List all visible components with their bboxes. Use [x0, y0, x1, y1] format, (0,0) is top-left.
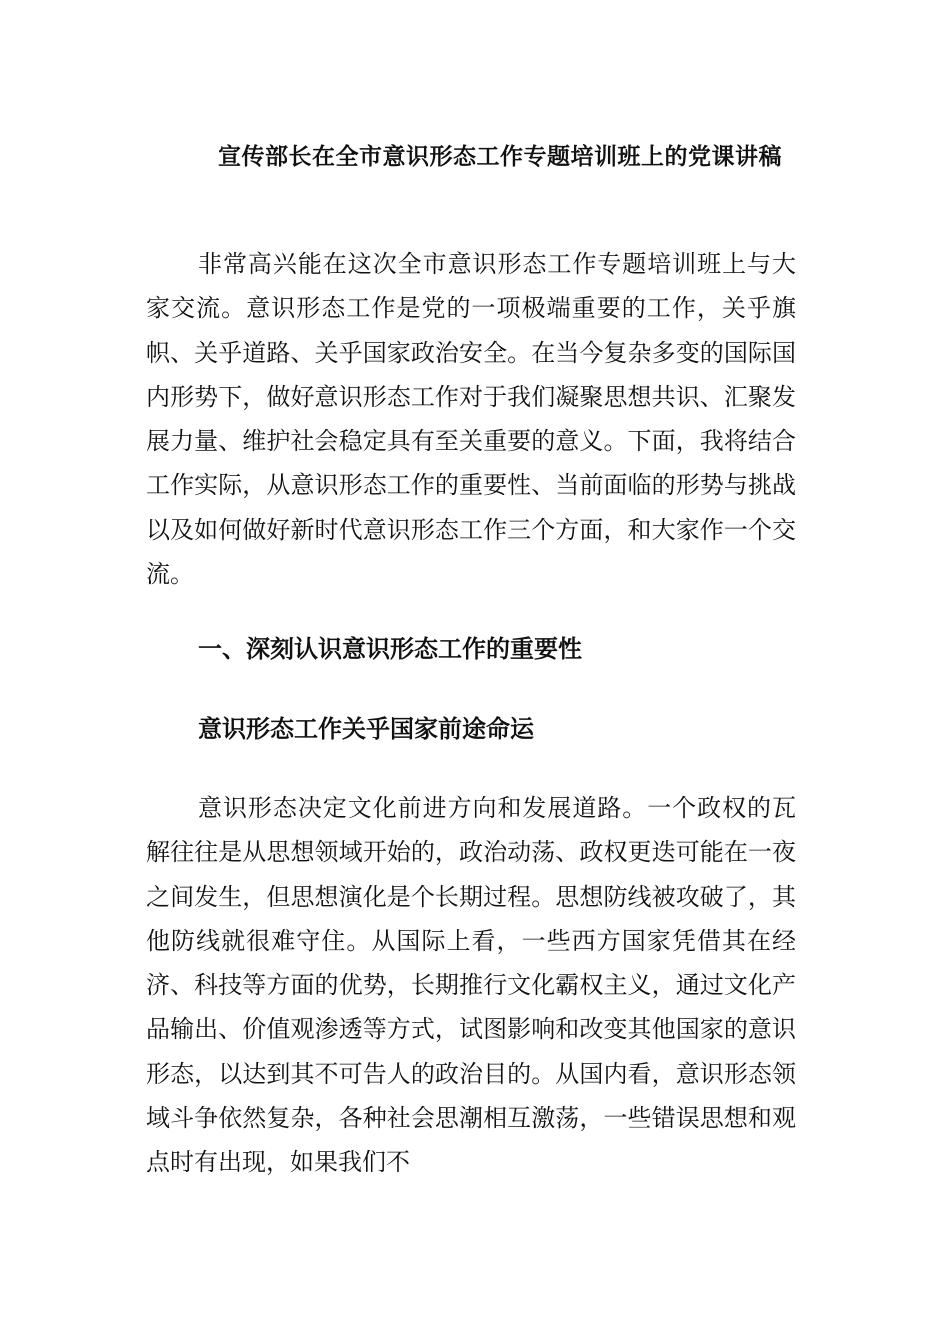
- document-title: 宣传部长在全市意识形态工作专题培训班上的党课讲稿: [218, 143, 782, 171]
- section-heading: 一、深刻认识意识形态工作的重要性: [198, 634, 582, 663]
- intro-paragraph: 非常高兴能在这次全市意识形态工作专题培训班上与大家交流。意识形态工作是党的一项极端重要的工作，关乎旗帜、关乎道路、关乎国家政治安全。在当今复杂多变的国际国内形势下，做好意识形态工作对于我们凝聚思想共识、汇聚发展力量、维护社会稳定具有至关重要的意义。下面，我将结合工作实际，从意识形态工作的重要性、当前面临的形势与挑战以及如何做好新时代意识形态工作三个方面，和大家作一个交流。: [146, 250, 796, 589]
- section-paragraph: 意识形态决定文化前进方向和发展道路。一个政权的瓦解往往是从思想领域开始的，政治动荡、政权更迭可能在一夜之间发生，但思想演化是个长期过程。思想防线被攻破了，其他防线就很难守住。从国际上看，一些西方国家凭借其在经济、科技等方面的优势，长期推行文化霸权主义，通过文化产品输出、价值观渗透等方式，试图影响和改变其他国家的意识形态，以达到其不可告人的政治目的。从国内看，意识形态领域斗争依然复杂，各种社会思潮相互激荡，一些错误思想和观点时有出现，如果我们不: [146, 794, 796, 1177]
- subsection-heading: 意识形态工作关乎国家前途命运: [198, 714, 534, 743]
